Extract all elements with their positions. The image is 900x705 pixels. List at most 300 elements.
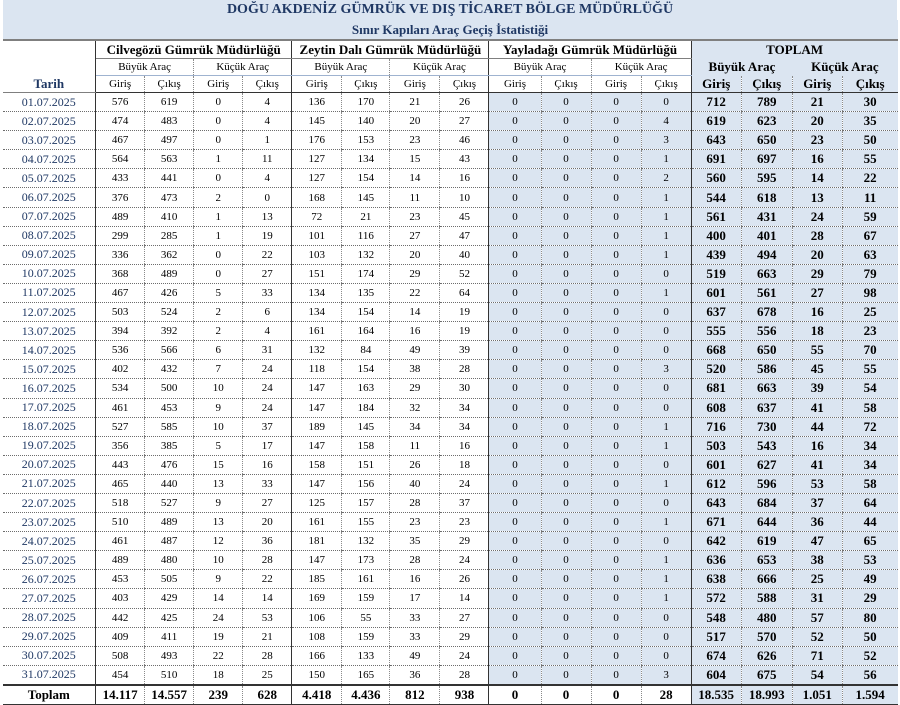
row-date: 14.07.2025 [3, 341, 96, 360]
value-cell: 158 [342, 436, 390, 455]
value-cell: 184 [342, 398, 390, 417]
value-cell: 0 [489, 608, 541, 627]
table-row [3, 436, 898, 455]
total-value-cell: 588 [741, 589, 792, 608]
vehicle-type-header-row [3, 59, 898, 76]
value-cell: 1 [641, 513, 691, 532]
value-cell: 585 [145, 417, 194, 436]
total-value-cell: 41 [792, 455, 842, 474]
value-cell: 0 [591, 207, 641, 226]
value-cell: 27 [243, 264, 292, 283]
total-value-cell: 20 [792, 112, 842, 131]
total-value-cell: 72 [842, 417, 897, 436]
vehicle-type-small: Küçük Araç [591, 59, 691, 76]
total-value-cell: 39 [792, 379, 842, 398]
value-cell: 16 [440, 436, 489, 455]
value-cell: 0 [591, 417, 641, 436]
total-value-cell: 619 [741, 532, 792, 551]
value-cell: 518 [96, 493, 145, 512]
value-cell: 0 [541, 264, 591, 283]
value-cell: 17 [243, 436, 292, 455]
value-cell: 0 [591, 379, 641, 398]
total-value-cell: 596 [741, 474, 792, 493]
total-value-cell: 494 [741, 245, 792, 264]
table-row [3, 303, 898, 322]
row-date: 09.07.2025 [3, 245, 96, 264]
value-cell: 0 [541, 436, 591, 455]
value-cell: 11 [390, 436, 440, 455]
total-value-cell: 21 [792, 93, 842, 112]
value-cell: 534 [96, 379, 145, 398]
total-value-cell: 53 [792, 474, 842, 493]
table-row [3, 608, 898, 627]
value-cell: 153 [342, 131, 390, 150]
value-cell: 0 [641, 322, 691, 341]
total-value-cell: 612 [691, 474, 741, 493]
total-value-cell: 401 [741, 226, 792, 245]
table-row [3, 322, 898, 341]
value-cell: 157 [342, 493, 390, 512]
value-cell: 181 [292, 532, 342, 551]
value-cell: 433 [96, 169, 145, 188]
value-cell: 156 [342, 474, 390, 493]
vehicle-type-small: Küçük Araç [792, 59, 897, 76]
value-cell: 2 [194, 188, 243, 207]
value-cell: 0 [194, 169, 243, 188]
table-row [3, 283, 898, 302]
value-cell: 563 [145, 150, 194, 169]
value-cell: 27 [243, 493, 292, 512]
value-cell: 43 [440, 150, 489, 169]
vehicle-type-large: Büyük Araç [96, 59, 194, 76]
value-cell: 155 [342, 513, 390, 532]
total-value-cell: 59 [842, 207, 897, 226]
value-cell: 487 [145, 532, 194, 551]
value-cell: 1 [194, 207, 243, 226]
value-cell: 0 [489, 303, 541, 322]
total-value-cell: 643 [691, 131, 741, 150]
value-cell: 84 [342, 341, 390, 360]
value-cell: 0 [489, 360, 541, 379]
row-date: 27.07.2025 [3, 589, 96, 608]
value-cell: 0 [541, 665, 591, 685]
value-cell: 483 [145, 112, 194, 131]
value-cell: 147 [292, 398, 342, 417]
table-row [3, 226, 898, 245]
row-date: 21.07.2025 [3, 474, 96, 493]
total-value-cell: 45 [792, 360, 842, 379]
row-date: 31.07.2025 [3, 665, 96, 685]
value-cell: 19 [243, 226, 292, 245]
value-cell: 0 [489, 112, 541, 131]
total-value-cell: 28 [792, 226, 842, 245]
value-cell: 161 [342, 570, 390, 589]
total-value-cell: 601 [691, 283, 741, 302]
total-value-cell: 22 [842, 169, 897, 188]
value-cell: 410 [145, 207, 194, 226]
value-cell: 493 [145, 646, 194, 665]
value-cell: 21 [390, 93, 440, 112]
total-value-cell: 27 [792, 283, 842, 302]
value-cell: 0 [194, 264, 243, 283]
row-date: 30.07.2025 [3, 646, 96, 665]
value-cell: 0 [541, 513, 591, 532]
value-cell: 0 [591, 112, 641, 131]
value-cell: 474 [96, 112, 145, 131]
daily-rows [3, 93, 898, 685]
value-cell: 0 [541, 532, 591, 551]
value-cell: 28 [243, 646, 292, 665]
value-cell: 1 [641, 474, 691, 493]
value-cell: 0 [489, 150, 541, 169]
value-cell: 16 [390, 570, 440, 589]
row-date: 11.07.2025 [3, 283, 96, 302]
total-value-cell: 561 [691, 207, 741, 226]
total-value-cell: 543 [741, 436, 792, 455]
value-cell: 29 [440, 627, 489, 646]
value-cell: 4 [243, 112, 292, 131]
total-cell: 239 [194, 685, 243, 705]
total-value-cell: 595 [741, 169, 792, 188]
value-cell: 0 [541, 303, 591, 322]
value-cell: 432 [145, 360, 194, 379]
total-value-cell: 663 [741, 264, 792, 283]
value-cell: 134 [342, 150, 390, 169]
value-cell: 147 [292, 436, 342, 455]
direction-exit: Çıkış [541, 76, 591, 93]
value-cell: 28 [390, 551, 440, 570]
value-cell: 524 [145, 303, 194, 322]
value-cell: 0 [541, 551, 591, 570]
total-value-cell: 666 [741, 570, 792, 589]
total-value-cell: 23 [792, 131, 842, 150]
table-row [3, 455, 898, 474]
total-value-cell: 50 [842, 627, 897, 646]
value-cell: 24 [440, 646, 489, 665]
row-date: 22.07.2025 [3, 493, 96, 512]
value-cell: 0 [641, 455, 691, 474]
value-cell: 508 [96, 646, 145, 665]
table-row [3, 131, 898, 150]
value-cell: 1 [641, 436, 691, 455]
value-cell: 154 [342, 303, 390, 322]
value-cell: 25 [243, 665, 292, 685]
total-value-cell: 36 [792, 513, 842, 532]
total-value-cell: 480 [741, 608, 792, 627]
value-cell: 1 [641, 188, 691, 207]
total-value-cell: 23 [842, 322, 897, 341]
total-cell: 628 [243, 685, 292, 705]
direction-entry: Giriş [591, 76, 641, 93]
value-cell: 467 [96, 131, 145, 150]
value-cell: 23 [390, 131, 440, 150]
value-cell: 10 [440, 188, 489, 207]
value-cell: 136 [292, 93, 342, 112]
value-cell: 64 [440, 283, 489, 302]
value-cell: 527 [96, 417, 145, 436]
direction-exit: Çıkış [741, 76, 792, 93]
value-cell: 1 [194, 226, 243, 245]
value-cell: 0 [591, 188, 641, 207]
total-value-cell: 35 [842, 112, 897, 131]
value-cell: 0 [489, 398, 541, 417]
total-value-cell: 556 [741, 322, 792, 341]
value-cell: 132 [292, 341, 342, 360]
value-cell: 145 [342, 417, 390, 436]
table-row [3, 264, 898, 283]
row-date: 17.07.2025 [3, 398, 96, 417]
value-cell: 140 [342, 112, 390, 131]
total-value-cell: 439 [691, 245, 741, 264]
total-value-cell: 25 [792, 570, 842, 589]
value-cell: 0 [591, 150, 641, 169]
total-value-cell: 572 [691, 589, 741, 608]
total-value-cell: 716 [691, 417, 741, 436]
value-cell: 165 [342, 665, 390, 685]
title-row [3, 0, 898, 20]
total-value-cell: 57 [792, 608, 842, 627]
value-cell: 1 [641, 570, 691, 589]
total-value-cell: 79 [842, 264, 897, 283]
value-cell: 18 [440, 455, 489, 474]
row-date: 04.07.2025 [3, 150, 96, 169]
total-value-cell: 519 [691, 264, 741, 283]
value-cell: 0 [591, 264, 641, 283]
direction-entry: Giriş [691, 76, 741, 93]
total-value-cell: 623 [741, 112, 792, 131]
value-cell: 0 [489, 474, 541, 493]
total-cell: 18.993 [741, 685, 792, 705]
direction-header-row [3, 76, 898, 93]
value-cell: 0 [591, 169, 641, 188]
value-cell: 510 [96, 513, 145, 532]
table-row [3, 570, 898, 589]
value-cell: 0 [591, 341, 641, 360]
total-cell: 14.557 [145, 685, 194, 705]
value-cell: 2 [641, 169, 691, 188]
value-cell: 27 [440, 112, 489, 131]
value-cell: 49 [390, 341, 440, 360]
value-cell: 0 [591, 513, 641, 532]
value-cell: 52 [440, 264, 489, 283]
value-cell: 0 [489, 169, 541, 188]
total-value-cell: 55 [792, 341, 842, 360]
value-cell: 0 [541, 417, 591, 436]
value-cell: 20 [390, 245, 440, 264]
table-row [3, 589, 898, 608]
total-value-cell: 65 [842, 532, 897, 551]
value-cell: 467 [96, 283, 145, 302]
value-cell: 0 [591, 303, 641, 322]
page-title: DOĞU AKDENİZ GÜMRÜK VE DIŞ TİCARET BÖLGE MÜDÜRLÜĞÜ [3, 0, 898, 20]
value-cell: 368 [96, 264, 145, 283]
value-cell: 0 [541, 207, 591, 226]
value-cell: 173 [342, 551, 390, 570]
value-cell: 0 [489, 589, 541, 608]
value-cell: 0 [541, 226, 591, 245]
value-cell: 21 [243, 627, 292, 646]
vehicle-crossing-table [2, 0, 898, 705]
total-value-cell: 650 [741, 131, 792, 150]
value-cell: 0 [489, 207, 541, 226]
value-cell: 145 [292, 112, 342, 131]
value-cell: 0 [489, 551, 541, 570]
total-value-cell: 52 [792, 627, 842, 646]
value-cell: 1 [641, 589, 691, 608]
value-cell: 134 [292, 283, 342, 302]
value-cell: 0 [489, 493, 541, 512]
value-cell: 134 [292, 303, 342, 322]
total-value-cell: 544 [691, 188, 741, 207]
value-cell: 362 [145, 245, 194, 264]
total-value-cell: 52 [842, 646, 897, 665]
value-cell: 16 [243, 455, 292, 474]
table-row [3, 665, 898, 685]
direction-exit: Çıkış [440, 76, 489, 93]
value-cell: 1 [641, 283, 691, 302]
total-value-cell: 55 [842, 150, 897, 169]
total-value-cell: 555 [691, 322, 741, 341]
total-value-cell: 642 [691, 532, 741, 551]
value-cell: 24 [243, 379, 292, 398]
value-cell: 40 [440, 245, 489, 264]
total-value-cell: 29 [792, 264, 842, 283]
value-cell: 3 [641, 131, 691, 150]
value-cell: 4 [641, 112, 691, 131]
row-date: 12.07.2025 [3, 303, 96, 322]
value-cell: 1 [641, 245, 691, 264]
value-cell: 33 [390, 627, 440, 646]
row-date: 07.07.2025 [3, 207, 96, 226]
value-cell: 4 [243, 169, 292, 188]
table-row [3, 207, 898, 226]
total-value-cell: 663 [741, 379, 792, 398]
direction-entry: Giriş [390, 76, 440, 93]
value-cell: 1 [641, 150, 691, 169]
value-cell: 0 [541, 589, 591, 608]
value-cell: 489 [96, 551, 145, 570]
total-value-cell: 601 [691, 455, 741, 474]
value-cell: 536 [96, 341, 145, 360]
total-value-cell: 24 [792, 207, 842, 226]
value-cell: 9 [194, 493, 243, 512]
value-cell: 385 [145, 436, 194, 455]
value-cell: 30 [440, 379, 489, 398]
value-cell: 154 [342, 360, 390, 379]
value-cell: 0 [641, 493, 691, 512]
value-cell: 10 [194, 551, 243, 570]
value-cell: 0 [194, 131, 243, 150]
value-cell: 34 [440, 417, 489, 436]
value-cell: 376 [96, 188, 145, 207]
value-cell: 18 [194, 665, 243, 685]
value-cell: 0 [541, 169, 591, 188]
value-cell: 0 [541, 188, 591, 207]
value-cell: 45 [440, 207, 489, 226]
total-value-cell: 637 [741, 398, 792, 417]
value-cell: 0 [541, 360, 591, 379]
total-value-cell: 38 [792, 551, 842, 570]
value-cell: 27 [390, 226, 440, 245]
total-value-cell: 37 [792, 493, 842, 512]
total-value-cell: 561 [741, 283, 792, 302]
value-cell: 147 [292, 474, 342, 493]
value-cell: 510 [145, 665, 194, 685]
row-date: 23.07.2025 [3, 513, 96, 532]
value-cell: 170 [342, 93, 390, 112]
value-cell: 0 [489, 131, 541, 150]
value-cell: 19 [194, 627, 243, 646]
total-value-cell: 586 [741, 360, 792, 379]
value-cell: 28 [390, 493, 440, 512]
total-value-cell: 41 [792, 398, 842, 417]
total-value-cell: 13 [792, 188, 842, 207]
value-cell: 13 [194, 513, 243, 532]
value-cell: 3 [641, 665, 691, 685]
row-date: 01.07.2025 [3, 93, 96, 112]
total-value-cell: 54 [792, 665, 842, 685]
value-cell: 0 [194, 112, 243, 131]
value-cell: 4 [243, 322, 292, 341]
value-cell: 29 [440, 532, 489, 551]
row-date: 08.07.2025 [3, 226, 96, 245]
value-cell: 47 [440, 226, 489, 245]
value-cell: 0 [641, 608, 691, 627]
value-cell: 1 [641, 551, 691, 570]
value-cell: 0 [641, 93, 691, 112]
value-cell: 31 [243, 341, 292, 360]
value-cell: 12 [194, 532, 243, 551]
value-cell: 0 [541, 474, 591, 493]
value-cell: 0 [591, 532, 641, 551]
value-cell: 127 [292, 150, 342, 169]
value-cell: 36 [390, 665, 440, 685]
value-cell: 19 [440, 322, 489, 341]
value-cell: 402 [96, 360, 145, 379]
value-cell: 147 [292, 379, 342, 398]
total-cell: 0 [591, 685, 641, 705]
total-value-cell: 47 [792, 532, 842, 551]
total-value-cell: 16 [792, 436, 842, 455]
row-date: 25.07.2025 [3, 551, 96, 570]
value-cell: 14 [390, 303, 440, 322]
value-cell: 440 [145, 474, 194, 493]
value-cell: 185 [292, 570, 342, 589]
value-cell: 34 [390, 417, 440, 436]
value-cell: 0 [489, 245, 541, 264]
total-value-cell: 80 [842, 608, 897, 627]
total-value-cell: 570 [741, 627, 792, 646]
row-date: 03.07.2025 [3, 131, 96, 150]
total-cell: 4.418 [292, 685, 342, 705]
value-cell: 26 [390, 455, 440, 474]
total-value-cell: 712 [691, 93, 741, 112]
value-cell: 0 [591, 360, 641, 379]
table-row [3, 341, 898, 360]
value-cell: 164 [342, 322, 390, 341]
value-cell: 55 [342, 608, 390, 627]
value-cell: 0 [541, 131, 591, 150]
value-cell: 0 [489, 283, 541, 302]
value-cell: 0 [541, 93, 591, 112]
total-value-cell: 604 [691, 665, 741, 685]
total-value-cell: 400 [691, 226, 741, 245]
value-cell: 13 [243, 207, 292, 226]
row-date: 26.07.2025 [3, 570, 96, 589]
value-cell: 35 [390, 532, 440, 551]
value-cell: 454 [96, 665, 145, 685]
total-value-cell: 67 [842, 226, 897, 245]
